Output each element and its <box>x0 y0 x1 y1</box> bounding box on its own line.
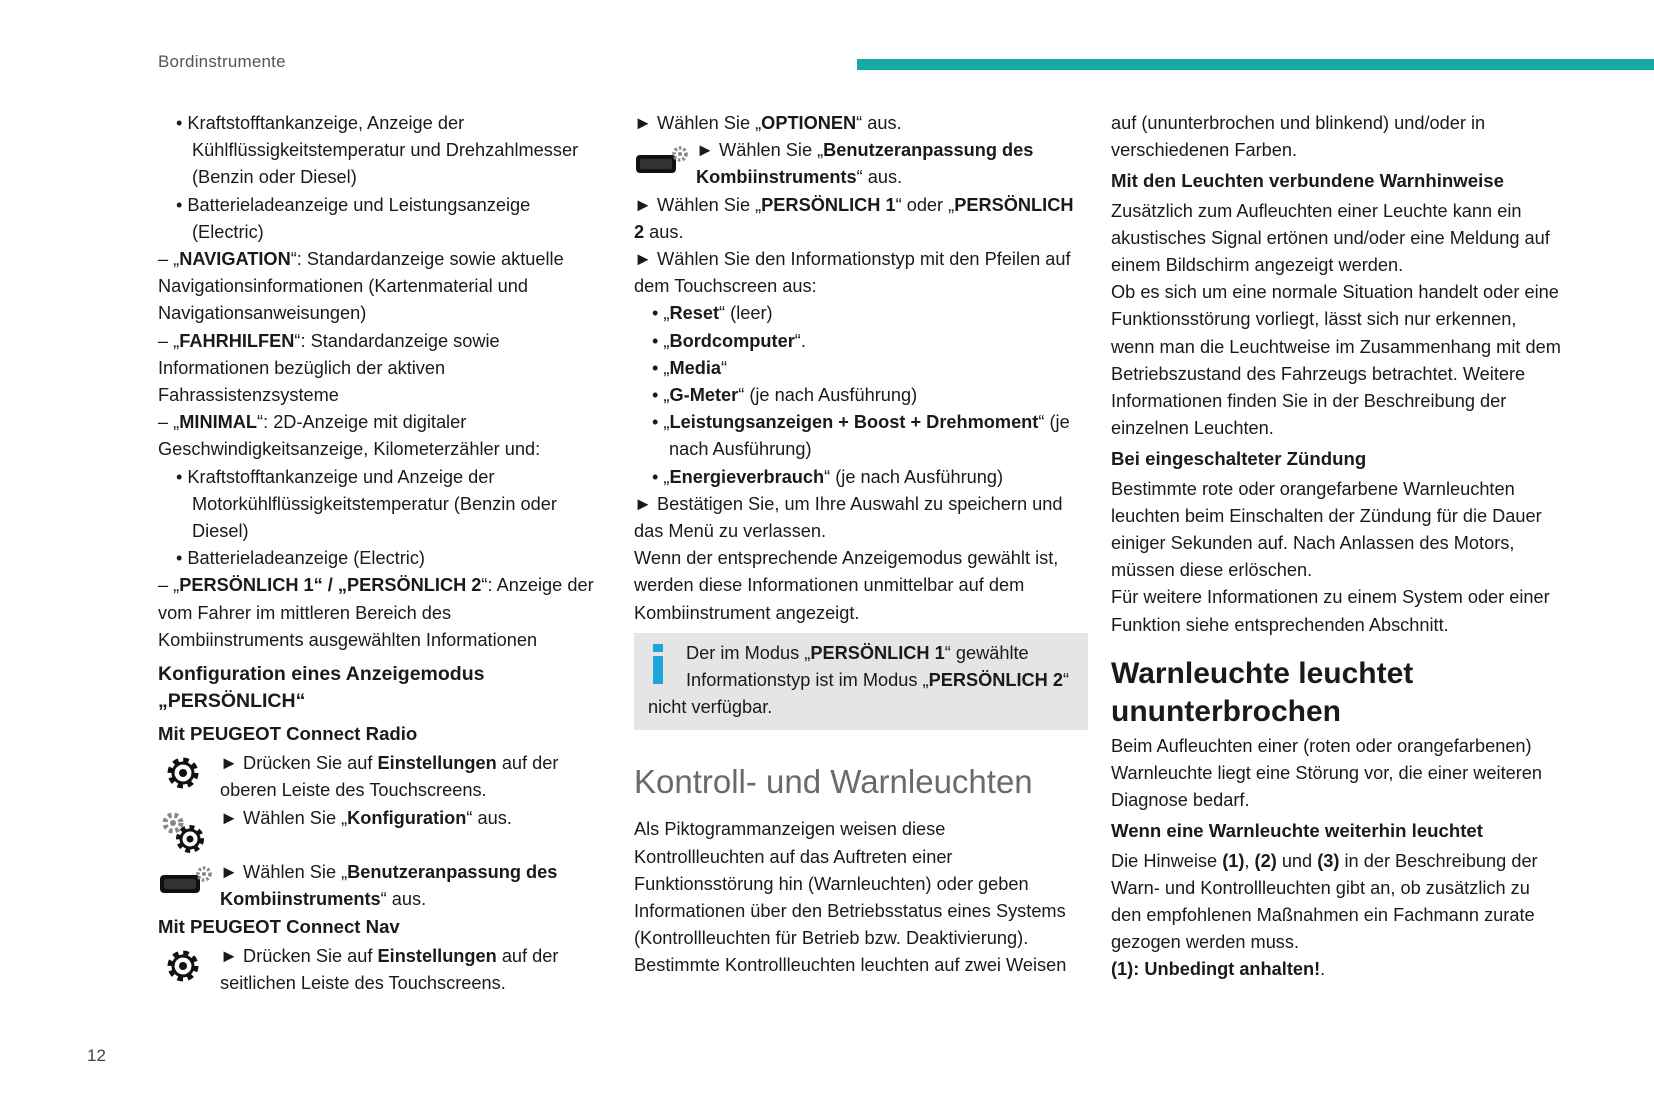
step-configuration: ► Wählen Sie „Konfiguration“ aus. <box>158 805 598 859</box>
gears-icon <box>158 809 210 857</box>
column-2 <box>634 110 1080 980</box>
step-customize-radio: ► Wählen Sie „Benutzeranpassung des Kombiinstruments“ aus. <box>158 859 598 913</box>
paragraph: Bestimmte Kontrollleuchten leuchten auf zwei Weisen <box>634 955 1067 976</box>
list-item: • „G-Meter“ (je nach Ausführung) <box>652 385 918 406</box>
step-customize-nav: ► Wählen Sie „Benutzeranpassung des Kombiinstruments“ aus. <box>634 137 1080 191</box>
heading-warnings: Mit den Leuchten verbundene Warnhinweise <box>1111 170 1504 192</box>
mode-persoenlich: – „PERSÖNLICH 1“ / „PERSÖNLICH 2“: Anzeige der vom Fahrer im mittleren Bereich des Kombiinstruments ausgewählten Informationen <box>158 575 594 650</box>
list-item: • Kraftstofftankanzeige, Anzeige der Kühlflüssigkeitstemperatur und Drehzahlmesser (Benzin oder Diesel) <box>176 113 579 188</box>
paragraph: Wenn der entsprechende Anzeigemodus gewählt ist, werden diese Informationen unmittelbar auf dem Kombiinstrument angezeigt. <box>634 548 1059 623</box>
list-item: • „Reset“ (leer) <box>652 303 773 324</box>
list-item: • „Media“ <box>652 357 728 378</box>
mode-navigation: – „NAVIGATION“: Standardanzeige sowie aktuelle Navigationsinformationen (Kartenmaterial und Navigationsanweisungen) <box>158 249 564 324</box>
paragraph: Als Piktogrammanzeigen weisen diese Kontrollleuchten auf das Auftreten einer Funktionsstörung hin (Warnleuchten) oder geben Informationen über den Betriebsstatus eines Systems (Kontrollleuchten für Betrieb bzw. Deaktivierung). <box>634 819 1066 949</box>
running-header: Bordinstrumente <box>158 52 286 71</box>
section-title: Warnleuchte leuchtet ununterbrochen <box>1111 656 1414 728</box>
step-settings-radio: ► Drücken Sie auf Einstellungen auf der oberen Leiste des Touchscreens. <box>158 750 598 804</box>
paragraph: Ob es sich um eine normale Situation handelt oder eine Funktionsstörung vorliegt, lässt sich nur erkennen, wenn man die Leuchtweise im Zusammenhang mit dem Betriebszustand des Fahrzeugs betrachtet. Weitere Informationen finden Sie in der Beschreibung der einzelnen Leuchten. <box>1111 282 1561 439</box>
step-settings-nav: ► Drücken Sie auf Einstellungen auf der seitlichen Leiste des Touchscreens. <box>158 943 598 997</box>
list-item: • „Bordcomputer“. <box>652 330 806 351</box>
mode-fahrhilfen: – „FAHRHILFEN“: Standardanzeige sowie Informationen bezüglich der aktiven Fahrassistenzsysteme <box>158 330 500 406</box>
column-3 <box>1111 110 1561 984</box>
paragraph: (1): Unbedingt anhalten!. <box>1111 959 1326 980</box>
info-note: Der im Modus „PERSÖNLICH 1“ gewählte Informationstyp ist im Modus „PERSÖNLICH 2“ nicht verfügbar. <box>634 633 1088 731</box>
paragraph: Beim Aufleuchten einer (roten oder orangefarbenen) Warnleuchte liegt eine Störung vor, die einer weiteren Diagnose bedarf. <box>1111 735 1543 811</box>
paragraph: Bestimmte rote oder orangefarbene Warnleuchten leuchten beim Einschalten der Zündung für die Dauer einiger Sekunden auf. Nach Anlassen des Motors, müssen diese erlöschen. <box>1111 478 1542 581</box>
list-item: • „Leistungsanzeigen + Boost + Drehmoment“ (je nach Ausführung) <box>652 412 1070 460</box>
page-number: 12 <box>87 1046 106 1065</box>
header-accent-bar <box>857 59 1654 70</box>
paragraph: Die Hinweise (1), (2) und (3) in der Beschreibung der Warn- und Kontrollleuchten gibt an, ob zusätzlich zu den empfohlenen Maßnahmen ein Fachmann zurate gezogen werden muss. <box>1111 850 1538 953</box>
paragraph: Für weitere Informationen zu einem System oder einer Funktion siehe entsprechenden Abschnitt. <box>1111 587 1550 635</box>
info-icon <box>648 644 686 690</box>
list-item: • Kraftstofftankanzeige und Anzeige der Motorkühlflüssigkeitstemperatur (Benzin oder Diesel) <box>176 466 557 542</box>
heading-config: Konfiguration eines Anzeigemodus „PERSÖNLICH“ <box>158 663 485 713</box>
section-title: Kontroll- und Warnleuchten <box>634 763 1033 801</box>
gear-icon <box>164 754 202 792</box>
column-1 <box>158 110 598 998</box>
list-item: • „Energieverbrauch“ (je nach Ausführung) <box>652 466 1004 487</box>
instrument-cluster-icon <box>158 865 214 899</box>
instrument-cluster-icon <box>634 145 690 179</box>
heading-nav: Mit PEUGEOT Connect Nav <box>158 916 400 938</box>
gear-icon <box>164 947 202 985</box>
mode-minimal: – „MINIMAL“: 2D-Anzeige mit digitaler Geschwindigkeitsanzeige, Kilometerzähler und: <box>158 412 541 460</box>
step-infotype: ► Wählen Sie den Informationstyp mit den Pfeilen auf dem Touchscreen aus: <box>634 249 1071 297</box>
step-confirm: ► Bestätigen Sie, um Ihre Auswahl zu speichern und das Menü zu verlassen. <box>634 493 1063 542</box>
paragraph: auf (ununterbrochen und blinkend) und/oder in verschiedenen Farben. <box>1111 113 1486 161</box>
paragraph: Zusätzlich zum Aufleuchten einer Leuchte kann ein akustisches Signal ertönen und/oder eine Meldung auf einem Bildschirm angezeigt werden. <box>1111 200 1550 276</box>
step-options: ► Wählen Sie „OPTIONEN“ aus. <box>634 113 902 133</box>
heading-ignition: Bei eingeschalteter Zündung <box>1111 448 1367 470</box>
list-item: • Batterieladeanzeige und Leistungsanzeige (Electric) <box>176 194 531 242</box>
step-persoenlich: ► Wählen Sie „PERSÖNLICH 1“ oder „PERSÖNLICH 2 aus. <box>634 194 1074 242</box>
heading-persistent: Wenn eine Warnleuchte weiterhin leuchtet <box>1111 820 1483 842</box>
list-item: • Batterieladeanzeige (Electric) <box>176 548 425 569</box>
heading-radio: Mit PEUGEOT Connect Radio <box>158 723 418 745</box>
